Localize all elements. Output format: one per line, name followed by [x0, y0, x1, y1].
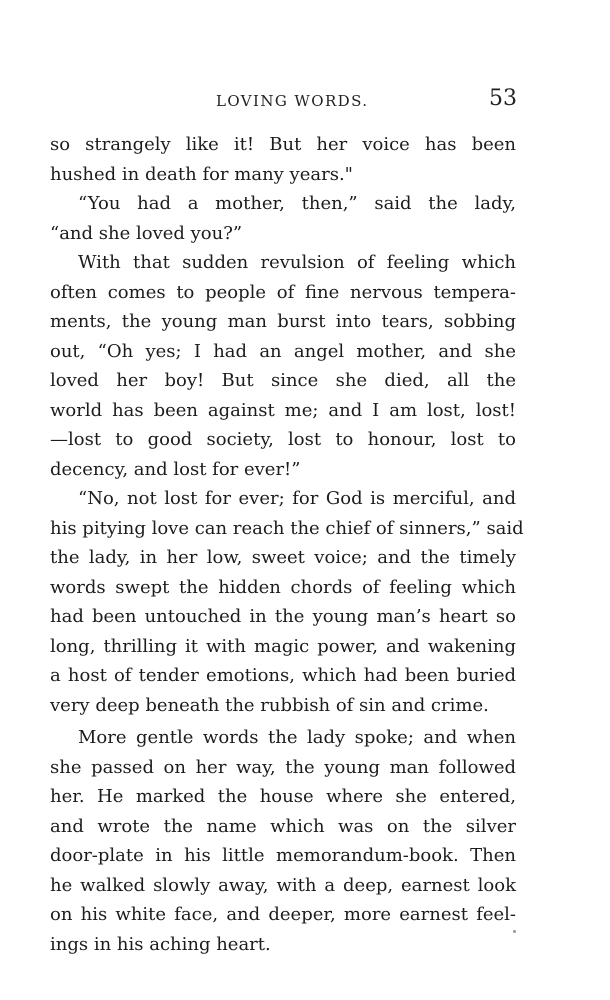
text-line: decency, and lost for ever!” — [50, 458, 301, 480]
text-line: “No, not lost for ever; for God is merciful, and — [78, 488, 516, 509]
text-line: on his white face, and deeper, more earnest feel- — [50, 904, 516, 925]
text-line: the lady, in her low, sweet voice; and the timely — [50, 547, 516, 568]
text-line: ments, the young man burst into tears, sobbing — [50, 311, 516, 332]
text-line: she passed on her way, the young man followed — [50, 756, 516, 778]
text-line: his pitying love can reach the chief of sinners,” said — [50, 517, 524, 539]
text-line: “and she loved you?” — [50, 222, 243, 244]
text-line: More gentle words the lady spoke; and when — [78, 727, 516, 748]
text-line: words swept the hidden chords of feeling which — [50, 576, 516, 598]
paper-speck — [513, 930, 516, 933]
text-line: her. He marked the house where she entered, — [50, 786, 516, 807]
text-line: he walked slowly away, with a deep, earnest look — [50, 874, 516, 896]
text-line: hushed in death for many years." — [50, 163, 353, 185]
text-line: —lost to good society, lost to honour, lost to — [50, 429, 516, 450]
text-line: loved her boy! But since she died, all the — [50, 370, 516, 391]
text-line: With that sudden revulsion of feeling which — [78, 252, 516, 273]
page-header — [0, 86, 610, 116]
text-line: and wrote the name which was on the silver — [50, 815, 516, 837]
text-line: often comes to people of fine nervous tempera- — [50, 281, 516, 303]
page-number: 53 — [489, 86, 517, 111]
text-line: long, thrilling it with magic power, and wakening — [50, 635, 516, 657]
text-line: world has been against me; and I am lost, lost! — [50, 399, 516, 421]
text-line: ings in his aching heart. — [50, 933, 271, 955]
text-line: so strangely like it! But her voice has been — [50, 134, 516, 155]
body-text — [50, 130, 524, 959]
text-line: very deep beneath the rubbish of sin and crime. — [50, 694, 489, 716]
text-line: out, “Oh yes; I had an angel mother, and she — [50, 340, 516, 362]
text-line: “You had a mother, then,” said the lady, — [78, 193, 516, 214]
text-line: had been untouched in the young man’s heart so — [50, 606, 516, 627]
text-line: a host of tender emotions, which had been buried — [50, 665, 516, 686]
text-line: door-plate in his little memorandum-book. Then — [50, 845, 516, 866]
running-head: LOVING WORDS. — [216, 92, 369, 110]
